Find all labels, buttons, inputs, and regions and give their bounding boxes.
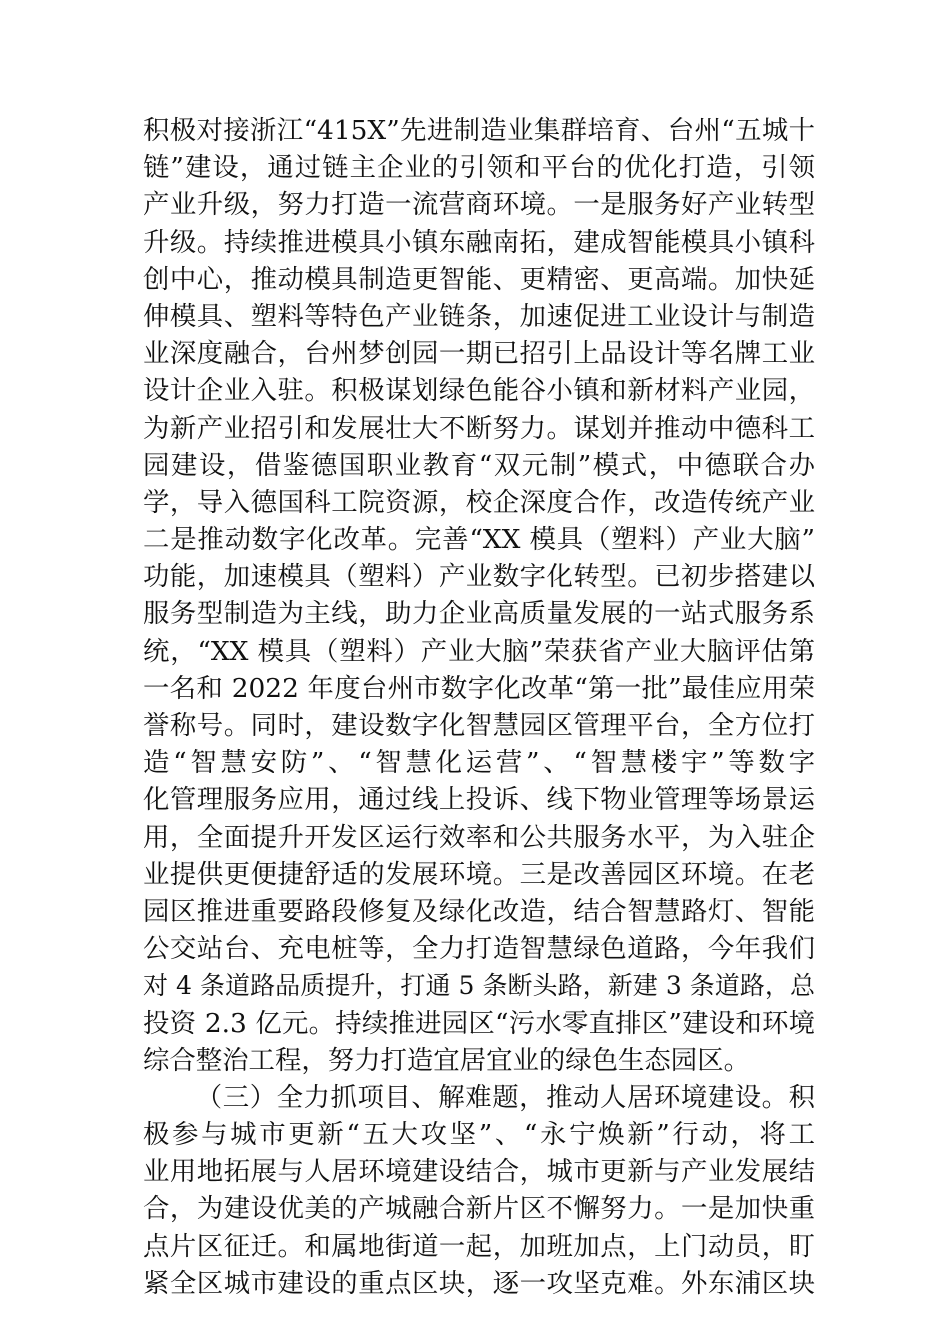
- text-line: 产业升级，努力打造一流营商环境。一是服务好产业转型: [143, 189, 815, 221]
- text-line: 点片区征迁。和属地街道一起，加班加点，上门动员，盯: [143, 1230, 815, 1262]
- text-line: 创中心，推动模具制造更智能、更精密、更高端。加快延: [143, 263, 815, 295]
- text-line: 学，导入德国科工院资源，校企深度合作，改造传统产业: [143, 486, 815, 518]
- text-line: 公交站台、充电桩等，全力打造智慧绿色道路，今年我们: [143, 933, 815, 965]
- text-line: 链”建设，通过链主企业的引领和平台的优化打造，引领: [143, 152, 815, 184]
- text-line: 积极对接浙江“415X”先进制造业集群培育、台州“五城十: [143, 115, 815, 146]
- text-line: 功能，加速模具（塑料）产业数字化转型。已初步搭建以: [143, 561, 815, 593]
- text-line: 园区推进重要路段修复及绿化改造，结合智慧路灯、智能: [143, 895, 815, 927]
- text-line: 伸模具、塑料等特色产业链条，加速促进工业设计与制造: [143, 300, 815, 332]
- text-line: 服务型制造为主线，助力企业高质量发展的一站式服务系: [143, 598, 815, 630]
- text-line: 业深度融合，台州梦创园一期已招引上品设计等名牌工业: [143, 338, 815, 370]
- document-body: [143, 112, 815, 1302]
- text-line: 紧全区城市建设的重点区块，逐一攻坚克难。外东浦区块: [143, 1267, 815, 1299]
- text-line: 业提供更便捷舒适的发展环境。三是改善园区环境。在老: [143, 858, 815, 890]
- text-line: 综合整治工程，努力打造宜居宜业的绿色生态园区。: [143, 1044, 750, 1076]
- text-line: 园建设，借鉴德国职业教育“双元制”模式，中德联合办: [143, 449, 815, 481]
- text-line: 升级。持续推进模具小镇东融南拓，建成智能模具小镇科: [143, 226, 815, 258]
- text-line: 誉称号。同时，建设数字化智慧园区管理平台，全方位打: [143, 710, 815, 741]
- text-line: 用，全面提升开发区运行效率和公共服务水平，为入驻企: [143, 821, 815, 853]
- text-line: 业用地拓展与人居环境建设结合，城市更新与产业发展结: [143, 1156, 815, 1188]
- text-line: 统，“XX 模具（塑料）产业大脑”荣获省产业大脑评估第: [143, 635, 815, 667]
- text-line: 合，为建设优美的产城融合新片区不懈努力。一是加快重: [143, 1193, 815, 1225]
- text-line: 造“智慧安防”、“智慧化运营”、“智慧楼宇”等数字: [143, 747, 815, 779]
- text-line: 一名和 2022 年度台州市数字化改革“第一批”最佳应用荣: [143, 672, 815, 704]
- text-line: 设计企业入驻。积极谋划绿色能谷小镇和新材料产业园，: [143, 375, 815, 407]
- text-line: 为新产业招引和发展壮大不断努力。谋划并推动中德科工: [143, 412, 815, 444]
- text-line: 二是推动数字化改革。完善“XX 模具（塑料）产业大脑”: [143, 524, 815, 556]
- text-line: 化管理服务应用，通过线上投诉、线下物业管理等场景运: [143, 784, 815, 816]
- text-line: 投资 2.3 亿元。持续推进园区“污水零直排区”建设和环境: [143, 1007, 815, 1039]
- text-line: 对 4 条道路品质提升，打通 5 条断头路，新建 3 条道路，总: [143, 971, 815, 1001]
- section-heading-line: （三）全力抓项目、解难题，推动人居环境建设。积: [195, 1081, 815, 1113]
- text-line: 极参与城市更新“五大攻坚”、“永宁焕新”行动，将工: [143, 1119, 815, 1151]
